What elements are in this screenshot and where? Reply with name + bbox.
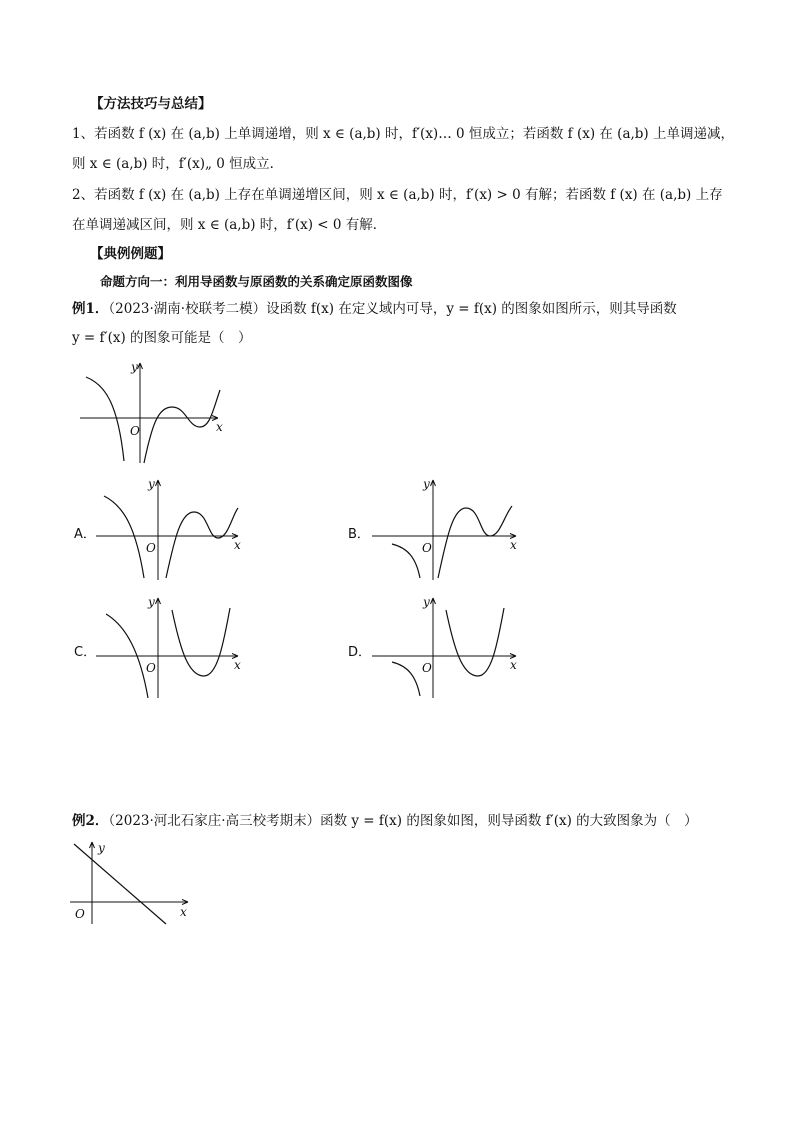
- option-c-y-label: y: [148, 595, 155, 609]
- example2-label: 例2．: [72, 813, 109, 829]
- rule-2b: 在单调递减区间，则 x ∈ (a,b) 时，f′(x) < 0 有解．: [72, 217, 387, 233]
- option-b-graph[interactable]: [370, 472, 525, 584]
- option-a-graph[interactable]: [96, 472, 246, 584]
- option-b-label[interactable]: B．: [348, 527, 370, 542]
- example2-x-label: x: [180, 905, 187, 919]
- option-d-graph[interactable]: [370, 590, 525, 702]
- option-d-label[interactable]: D．: [348, 645, 372, 660]
- example1-text-1: （2023·湖南·校联考二模）设函数 f(x) 在定义域内可导，y = f(x) 的图象如图所示，则其导函数: [108, 301, 677, 317]
- examples-heading: 【典例例题】: [90, 246, 171, 262]
- option-d-origin: O: [422, 661, 432, 675]
- example2-y-label: y: [98, 841, 105, 855]
- option-c-label[interactable]: C．: [74, 645, 97, 660]
- example1-text-2: y = f′(x) 的图象可能是（ ）: [72, 330, 252, 346]
- example1-question: [72, 299, 677, 319]
- topic-heading: 命题方向一：利用导函数与原函数的关系确定原函数图像: [100, 274, 413, 289]
- option-a-y-label: y: [148, 477, 155, 491]
- example1-graph: [78, 355, 228, 467]
- option-a-origin: O: [146, 541, 156, 555]
- option-a-x-label: x: [234, 538, 241, 552]
- example1-x-label: x: [216, 420, 223, 434]
- example2-graph: [70, 838, 200, 930]
- option-c-graph[interactable]: [96, 590, 246, 702]
- option-b-origin: O: [422, 541, 432, 555]
- rule-1b: 则 x ∈ (a,b) 时，f′(x)„ 0 恒成立．: [72, 156, 284, 172]
- example1-y-label: y: [131, 360, 138, 374]
- method-heading: 【方法技巧与总结】: [90, 96, 212, 112]
- rule-1a: 1、若函数 f (x) 在 (a,b) 上单调递增，则 x ∈ (a,b) 时，f′(x)… 0 恒成立；若函数 f (x) 在 (a,b) 上单调递减，: [72, 126, 734, 142]
- option-b-x-label: x: [510, 538, 517, 552]
- example1-label: 例1．: [72, 301, 109, 317]
- option-c-origin: O: [146, 661, 156, 675]
- option-d-y-label: y: [423, 595, 430, 609]
- option-d-x-label: x: [510, 658, 517, 672]
- option-a-label[interactable]: A．: [74, 527, 96, 542]
- rule-2a: 2、若函数 f (x) 在 (a,b) 上存在单调递增区间，则 x ∈ (a,b) 时，f′(x) > 0 有解；若函数 f (x) 在 (a,b) 上存: [72, 187, 723, 203]
- option-c-x-label: x: [234, 658, 241, 672]
- example2-text: （2023·河北石家庄·高三校考期末）函数 y = f(x) 的图象如图，则导函数 f′(x) 的大致图象为（ ）: [108, 813, 698, 829]
- example1-origin: O: [130, 424, 140, 438]
- example2-origin: O: [75, 907, 85, 921]
- option-b-y-label: y: [423, 477, 430, 491]
- example2-question: [72, 811, 698, 831]
